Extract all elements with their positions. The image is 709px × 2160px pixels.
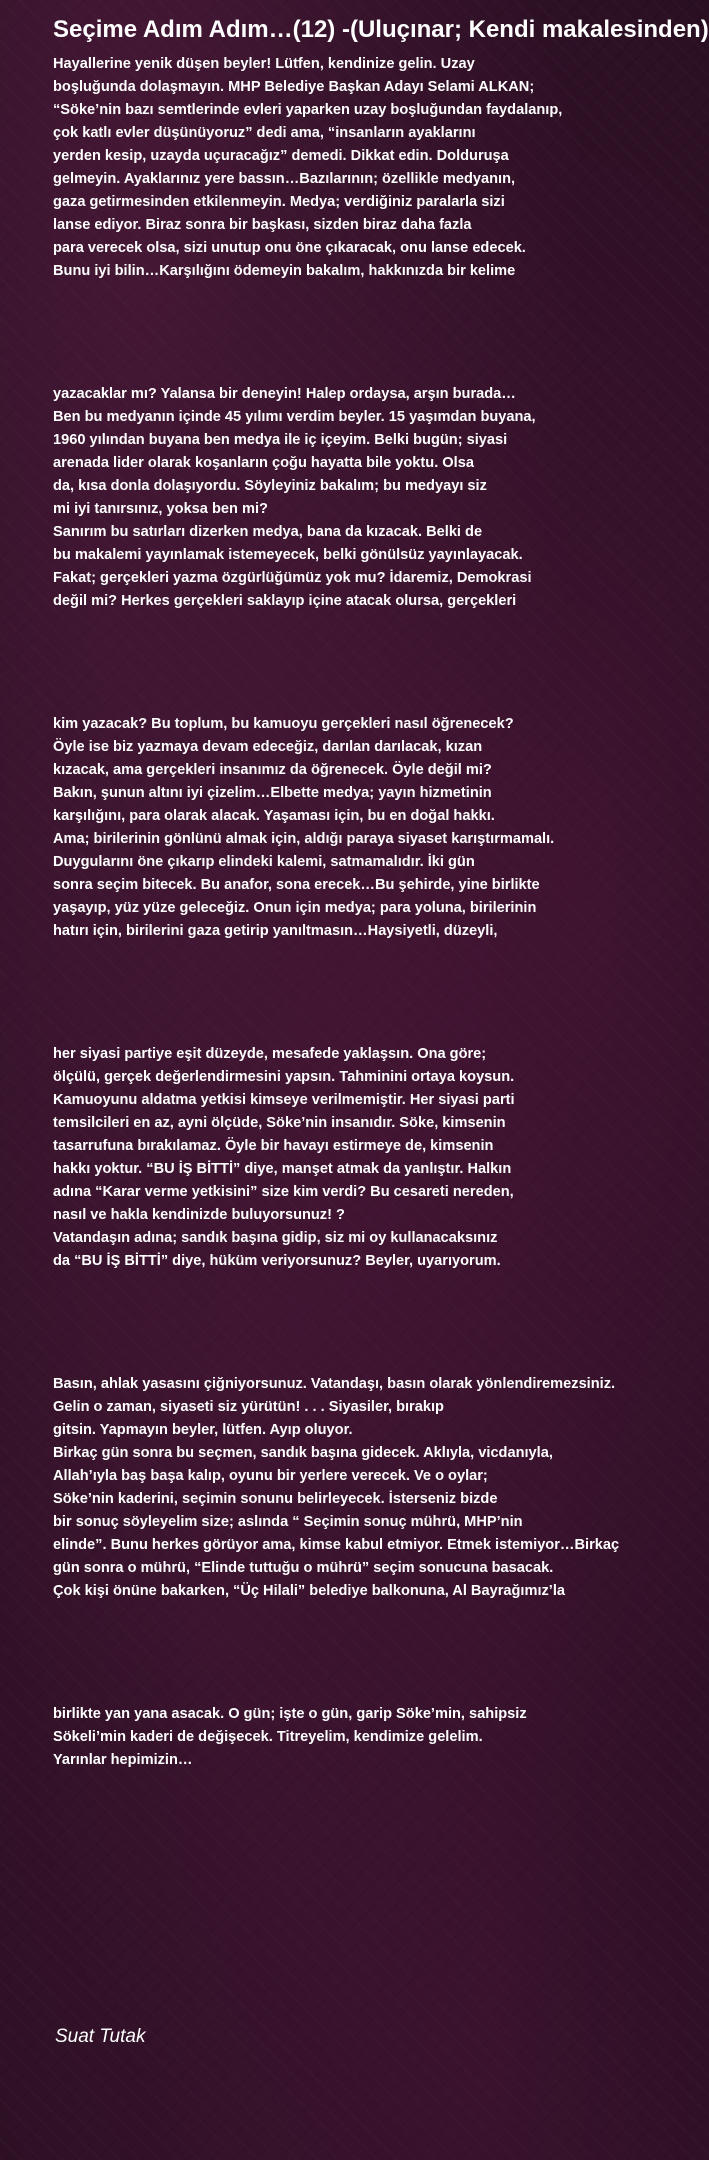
text-line: yazacaklar mı? Yalansa bir deneyin! Halep ordaysa, arşın burada… bbox=[53, 386, 516, 402]
text-line: Vatandaşın adına; sandık başına gidip, siz mi oy kullanacaksınız bbox=[53, 1230, 498, 1246]
text-line: birlikte yan yana asacak. O gün; işte o gün, garip Söke’min, sahipsiz bbox=[53, 1706, 527, 1722]
text-line: gaza getirmesinden etkilenmeyin. Medya; verdiğiniz paralarla sizi bbox=[53, 194, 505, 210]
text-line: gün sonra o mührü, “Elinde tuttuğu o mührü” seçim sonucuna basacak. bbox=[53, 1560, 554, 1576]
text-line: kızacak, ama gerçekleri insanımız da öğrenecek. Öyle değil mi? bbox=[53, 762, 492, 778]
text-line: 1960 yılından buyana ben medya ile iç içeyim. Belki bugün; siyasi bbox=[53, 432, 508, 448]
text-line: hatırı için, birilerini gaza getirip yanıltmasın…Haysiyetli, düzeyli, bbox=[53, 923, 498, 939]
text-line: Söke’nin kaderini, seçimin sonunu belirleyecek. İsterseniz bizde bbox=[53, 1491, 498, 1507]
text-line: hakkı yoktur. “BU İŞ BİTTİ” diye, manşet atmak da yanlıştır. Halkın bbox=[53, 1161, 512, 1177]
text-line: boşluğunda dolaşmayın. MHP Belediye Başkan Adayı Selami ALKAN; bbox=[53, 79, 535, 95]
poem-title: Seçime Adım Adım…(12) -(Uluçınar; Kendi makalesinden) bbox=[53, 16, 709, 43]
text-line: mi iyi tanırsınız, yoksa ben mi? bbox=[53, 501, 268, 517]
text-line: yaşayıp, yüz yüze geleceğiz. Onun için medya; para yoluna, birilerinin bbox=[53, 900, 537, 916]
paragraph-2 bbox=[53, 383, 640, 613]
text-line: bir sonuç söyleyelim size; aslında “ Seçimin sonuç mührü, MHP’nin bbox=[53, 1514, 523, 1530]
text-line: Fakat; gerçekleri yazma özgürlüğümüz yok mu? İdaremiz, Demokrasi bbox=[53, 570, 532, 586]
text-line: sonra seçim bitecek. Bu anafor, sona erecek…Bu şehirde, yine birlikte bbox=[53, 877, 540, 893]
paragraph-1 bbox=[53, 53, 640, 283]
text-line: “Söke’nin bazı semtlerinde evleri yaparken uzay boşluğundan faydalanıp, bbox=[53, 102, 563, 118]
text-line: gelmeyin. Ayaklarınız yere bassın…Bazılarının; özellikle medyanın, bbox=[53, 171, 516, 187]
author-signature: Suat Tutak bbox=[55, 2026, 146, 2047]
text-line: tasarrufuna bırakılamaz. Öyle bir havayı estirmeye de, kimsenin bbox=[53, 1138, 494, 1154]
text-line: nasıl ve hakla kendinizde buluyorsunuz! ? bbox=[53, 1207, 345, 1223]
text-line: Sökeli’min kaderi de değişecek. Titreyelim, kendimize gelelim. bbox=[53, 1729, 483, 1745]
text-line: Yarınlar hepimizin… bbox=[53, 1752, 193, 1768]
text-line: elinde”. Bunu herkes görüyor ama, kimse kabul etmiyor. Etmek istemiyor…Birkaç bbox=[53, 1537, 620, 1553]
text-line: karşılığını, para olarak alacak. Yaşaması için, bu en doğal hakkı. bbox=[53, 808, 495, 824]
text-line: temsilcileri en az, ayni ölçüde, Söke’nin insanıdır. Söke, kimsenin bbox=[53, 1115, 506, 1131]
text-line: her siyasi partiye eşit düzeyde, mesafede yaklaşsın. Ona göre; bbox=[53, 1046, 487, 1062]
text-line: ölçülü, gerçek değerlendirmesini yapsın. Tahminini ortaya koysun. bbox=[53, 1069, 515, 1085]
text-line: Ben bu medyanın içinde 45 yılımı verdim beyler. 15 yaşımdan buyana, bbox=[53, 409, 536, 425]
text-line: Kamuoyunu aldatma yetkisi kimseye verilmemiştir. Her siyasi parti bbox=[53, 1092, 515, 1108]
paragraph-4 bbox=[53, 1043, 640, 1273]
text-line: Allah’ıyla baş başa kalıp, oyunu bir yerlere verecek. Ve o oylar; bbox=[53, 1468, 488, 1484]
text-line: Duygularını öne çıkarıp elindeki kalemi, satmamalıdır. İki gün bbox=[53, 854, 475, 870]
text-line: Öyle ise biz yazmaya devam edeceğiz, darılan darılacak, kızan bbox=[53, 739, 483, 755]
text-line: çok katlı evler düşünüyoruz” dedi ama, “insanların ayaklarını bbox=[53, 125, 476, 141]
text-line: yerden kesip, uzayda uçuracağız” demedi. Dikkat edin. Dolduruşa bbox=[53, 148, 509, 164]
paragraph-3 bbox=[53, 713, 640, 943]
text-line: değil mi? Herkes gerçekleri saklayıp içine atacak olursa, gerçekleri bbox=[53, 593, 517, 609]
text-line: arenada lider olarak koşanların çoğu hayatta bile yoktu. Olsa bbox=[53, 455, 474, 471]
text-line: Sanırım bu satırları dizerken medya, bana da kızacak. Belki de bbox=[53, 524, 483, 540]
text-line: para verecek olsa, sizi unutup onu öne çıkaracak, onu lanse edecek. bbox=[53, 240, 526, 256]
text-line: adına “Karar verme yetkisini” size kim verdi? Bu cesareti nereden, bbox=[53, 1184, 514, 1200]
text-line: lanse ediyor. Biraz sonra bir başkası, sizden biraz daha fazla bbox=[53, 217, 472, 233]
text-line: Çok kişi önüne bakarken, “Üç Hilali” belediye balkonuna, Al Bayrağımız’la bbox=[53, 1583, 566, 1599]
text-line: da, kısa donla dolaşıyordu. Söyleyiniz bakalım; bu medyayı siz bbox=[53, 478, 487, 494]
text-line: kim yazacak? Bu toplum, bu kamuoyu gerçekleri nasıl öğrenecek? bbox=[53, 716, 514, 732]
text-line: Bakın, şunun altını iyi çizelim…Elbette medya; yayın hizmetinin bbox=[53, 785, 492, 801]
text-line: Hayallerine yenik düşen beyler! Lütfen, kendinize gelin. Uzay bbox=[53, 56, 475, 72]
text-line: Ama; birilerinin gönlünü almak için, aldığı paraya siyaset karıştırmamalı. bbox=[53, 831, 555, 847]
text-line: gitsin. Yapmayın beyler, lütfen. Ayıp oluyor. bbox=[53, 1422, 353, 1438]
text-line: Basın, ahlak yasasını çiğniyorsunuz. Vatandaşı, basın olarak yönlendiremezsiniz. bbox=[53, 1376, 616, 1392]
text-line: da “BU İŞ BİTTİ” diye, hüküm veriyorsunuz? Beyler, uyarıyorum. bbox=[53, 1253, 501, 1269]
paragraph-5 bbox=[53, 1373, 640, 1603]
text-line: Birkaç gün sonra bu seçmen, sandık başına gidecek. Aklıyla, vicdanıyla, bbox=[53, 1445, 553, 1461]
paragraph-6 bbox=[53, 1703, 640, 1772]
text-line: Bunu iyi bilin…Karşılığını ödemeyin bakalım, hakkınızda bir kelime bbox=[53, 263, 516, 279]
text-line: Gelin o zaman, siyaseti siz yürütün! . . . Siyasiler, bırakıp bbox=[53, 1399, 444, 1415]
text-line: bu makalemi yayınlamak istemeyecek, belki gönülsüz yayınlayacak. bbox=[53, 547, 523, 563]
